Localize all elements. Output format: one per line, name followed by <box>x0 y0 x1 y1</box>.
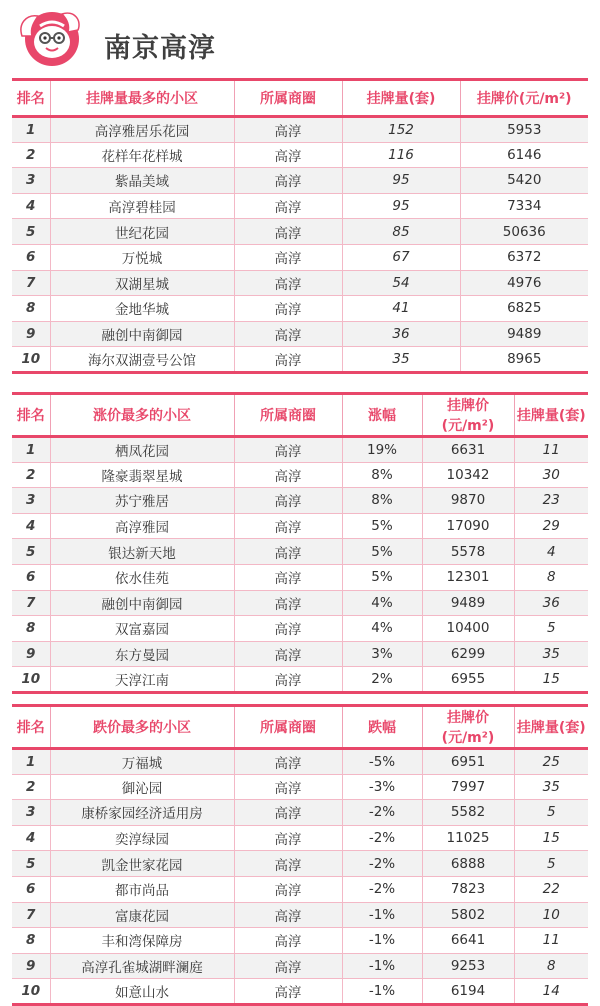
rank-cell: 2 <box>12 142 50 168</box>
community-cell: 苏宁雅居 <box>50 488 234 514</box>
change-cell: 8% <box>342 462 422 488</box>
listings-cell: 5 <box>514 800 588 826</box>
table-row <box>12 539 588 565</box>
change-cell: 8% <box>342 488 422 514</box>
community-cell: 融创中南御园 <box>50 590 234 616</box>
community-cell: 金地华城 <box>50 296 234 322</box>
price-increase-table <box>12 392 588 694</box>
community-cell: 万福城 <box>50 749 234 775</box>
page-title: 南京高淳 <box>104 33 216 64</box>
rank-cell: 10 <box>12 979 50 1005</box>
change-cell: -2% <box>342 800 422 826</box>
price-cell: 10400 <box>422 616 514 642</box>
rank-cell: 6 <box>12 244 50 270</box>
change-cell: -3% <box>342 774 422 800</box>
price-cell: 6641 <box>422 928 514 954</box>
district-cell: 高淳 <box>234 219 342 245</box>
rank-cell: 3 <box>12 168 50 194</box>
column-header: 挂牌量(套) <box>514 394 588 437</box>
community-cell: 双富嘉园 <box>50 616 234 642</box>
listings-cell: 30 <box>514 462 588 488</box>
listings-cell: 54 <box>342 270 460 296</box>
table-row <box>12 462 588 488</box>
district-cell: 高淳 <box>234 462 342 488</box>
price-cell: 12301 <box>422 564 514 590</box>
page-header <box>0 0 600 76</box>
community-cell: 高淳碧桂园 <box>50 193 234 219</box>
table-row <box>12 979 588 1005</box>
listings-cell: 11 <box>514 437 588 463</box>
listings-cell: 152 <box>342 117 460 143</box>
price-cell: 6372 <box>460 244 588 270</box>
community-cell: 世纪花园 <box>50 219 234 245</box>
table-row <box>12 564 588 590</box>
community-cell: 花样年花样城 <box>50 142 234 168</box>
listings-cell: 11 <box>514 928 588 954</box>
listings-cell: 15 <box>514 667 588 693</box>
price-cell: 9253 <box>422 953 514 979</box>
listings-cell: 85 <box>342 219 460 245</box>
listings-cell: 5 <box>514 616 588 642</box>
community-cell: 如意山水 <box>50 979 234 1005</box>
price-cell: 6299 <box>422 641 514 667</box>
community-cell: 高淳雅居乐花园 <box>50 117 234 143</box>
district-cell: 高淳 <box>234 774 342 800</box>
rank-cell: 10 <box>12 667 50 693</box>
price-drop-section <box>12 704 588 1006</box>
table-row <box>12 749 588 775</box>
district-cell: 高淳 <box>234 953 342 979</box>
listings-cell: 95 <box>342 168 460 194</box>
listings-cell: 22 <box>514 876 588 902</box>
community-cell: 依水佳苑 <box>50 564 234 590</box>
rank-cell: 5 <box>12 219 50 245</box>
table-row <box>12 513 588 539</box>
listings-cell: 15 <box>514 825 588 851</box>
column-header: 所属商圈 <box>234 706 342 749</box>
table-row <box>12 590 588 616</box>
rank-cell: 7 <box>12 902 50 928</box>
listings-cell: 95 <box>342 193 460 219</box>
column-header: 跌幅 <box>342 706 422 749</box>
district-cell: 高淳 <box>234 168 342 194</box>
table-row <box>12 928 588 954</box>
column-header: 所属商圈 <box>234 80 342 117</box>
rank-cell: 3 <box>12 488 50 514</box>
price-cell: 5582 <box>422 800 514 826</box>
listings-cell: 116 <box>342 142 460 168</box>
change-cell: -1% <box>342 902 422 928</box>
table-row <box>12 193 588 219</box>
price-cell: 5578 <box>422 539 514 565</box>
column-header: 跌价最多的小区 <box>50 706 234 749</box>
most-listings-section <box>12 78 588 374</box>
community-cell: 高淳孔雀城湖畔澜庭 <box>50 953 234 979</box>
table-header-row <box>12 80 588 117</box>
rank-cell: 2 <box>12 462 50 488</box>
table-row <box>12 437 588 463</box>
community-cell: 都市尚品 <box>50 876 234 902</box>
rank-cell: 9 <box>12 953 50 979</box>
table-row <box>12 616 588 642</box>
rank-cell: 3 <box>12 800 50 826</box>
price-cell: 4976 <box>460 270 588 296</box>
table-row <box>12 876 588 902</box>
district-cell: 高淳 <box>234 800 342 826</box>
community-cell: 高淳雅园 <box>50 513 234 539</box>
district-cell: 高淳 <box>234 142 342 168</box>
listings-cell: 67 <box>342 244 460 270</box>
change-cell: 5% <box>342 564 422 590</box>
column-header: 排名 <box>12 394 50 437</box>
district-cell: 高淳 <box>234 667 342 693</box>
rank-cell: 7 <box>12 590 50 616</box>
community-cell: 融创中南御园 <box>50 321 234 347</box>
district-cell: 高淳 <box>234 749 342 775</box>
change-cell: 2% <box>342 667 422 693</box>
rank-cell: 4 <box>12 513 50 539</box>
price-cell: 6888 <box>422 851 514 877</box>
table-row <box>12 219 588 245</box>
rank-cell: 8 <box>12 296 50 322</box>
change-cell: -5% <box>342 749 422 775</box>
community-cell: 天淳江南 <box>50 667 234 693</box>
column-header: 挂牌价(元/m²) <box>422 706 514 749</box>
change-cell: 5% <box>342 513 422 539</box>
district-cell: 高淳 <box>234 928 342 954</box>
table-header-row <box>12 394 588 437</box>
district-cell: 高淳 <box>234 902 342 928</box>
rank-cell: 1 <box>12 749 50 775</box>
district-cell: 高淳 <box>234 590 342 616</box>
column-header: 挂牌价(元/m²) <box>422 394 514 437</box>
column-header: 所属商圈 <box>234 394 342 437</box>
community-cell: 双湖星城 <box>50 270 234 296</box>
table-row <box>12 667 588 693</box>
price-cell: 10342 <box>422 462 514 488</box>
district-cell: 高淳 <box>234 564 342 590</box>
price-cell: 6825 <box>460 296 588 322</box>
price-cell: 6194 <box>422 979 514 1005</box>
change-cell: 5% <box>342 539 422 565</box>
listings-cell: 36 <box>342 321 460 347</box>
listings-cell: 29 <box>514 513 588 539</box>
change-cell: -1% <box>342 979 422 1005</box>
rank-cell: 10 <box>12 347 50 373</box>
community-cell: 万悦城 <box>50 244 234 270</box>
community-cell: 奕淳绿园 <box>50 825 234 851</box>
table-row <box>12 800 588 826</box>
rank-cell: 9 <box>12 641 50 667</box>
district-cell: 高淳 <box>234 876 342 902</box>
listings-cell: 35 <box>514 774 588 800</box>
table-row <box>12 641 588 667</box>
price-cell: 50636 <box>460 219 588 245</box>
listings-cell: 36 <box>514 590 588 616</box>
price-cell: 17090 <box>422 513 514 539</box>
column-header: 排名 <box>12 706 50 749</box>
rank-cell: 6 <box>12 876 50 902</box>
community-cell: 康桥家园经济适用房 <box>50 800 234 826</box>
table-row <box>12 321 588 347</box>
price-cell: 11025 <box>422 825 514 851</box>
price-cell: 7997 <box>422 774 514 800</box>
column-header: 挂牌量(套) <box>342 80 460 117</box>
rank-cell: 8 <box>12 928 50 954</box>
district-cell: 高淳 <box>234 616 342 642</box>
listings-cell: 8 <box>514 564 588 590</box>
listings-cell: 4 <box>514 539 588 565</box>
change-cell: -2% <box>342 876 422 902</box>
district-cell: 高淳 <box>234 244 342 270</box>
price-cell: 6955 <box>422 667 514 693</box>
price-cell: 7334 <box>460 193 588 219</box>
table-row <box>12 117 588 143</box>
price-cell: 6631 <box>422 437 514 463</box>
listings-cell: 35 <box>514 641 588 667</box>
table-row <box>12 851 588 877</box>
price-cell: 7823 <box>422 876 514 902</box>
rank-cell: 4 <box>12 193 50 219</box>
change-cell: 4% <box>342 616 422 642</box>
rank-cell: 8 <box>12 616 50 642</box>
rank-cell: 9 <box>12 321 50 347</box>
community-cell: 隆豪翡翠星城 <box>50 462 234 488</box>
table-row <box>12 825 588 851</box>
price-cell: 8965 <box>460 347 588 373</box>
price-cell: 5953 <box>460 117 588 143</box>
district-cell: 高淳 <box>234 979 342 1005</box>
community-cell: 凯金世家花园 <box>50 851 234 877</box>
table-row <box>12 270 588 296</box>
rank-cell: 7 <box>12 270 50 296</box>
community-cell: 丰和湾保障房 <box>50 928 234 954</box>
district-cell: 高淳 <box>234 539 342 565</box>
listings-cell: 8 <box>514 953 588 979</box>
change-cell: -2% <box>342 825 422 851</box>
district-cell: 高淳 <box>234 117 342 143</box>
community-cell: 御沁园 <box>50 774 234 800</box>
change-cell: -2% <box>342 851 422 877</box>
district-cell: 高淳 <box>234 641 342 667</box>
rank-cell: 4 <box>12 825 50 851</box>
district-cell: 高淳 <box>234 825 342 851</box>
district-cell: 高淳 <box>234 193 342 219</box>
rank-cell: 2 <box>12 774 50 800</box>
column-header: 排名 <box>12 80 50 117</box>
change-cell: -1% <box>342 928 422 954</box>
listings-cell: 10 <box>514 902 588 928</box>
column-header: 涨幅 <box>342 394 422 437</box>
district-cell: 高淳 <box>234 296 342 322</box>
change-cell: -1% <box>342 953 422 979</box>
community-cell: 银达新天地 <box>50 539 234 565</box>
listings-cell: 5 <box>514 851 588 877</box>
community-cell: 海尔双湖壹号公馆 <box>50 347 234 373</box>
change-cell: 4% <box>342 590 422 616</box>
rank-cell: 6 <box>12 564 50 590</box>
column-header: 涨价最多的小区 <box>50 394 234 437</box>
district-cell: 高淳 <box>234 488 342 514</box>
listings-cell: 41 <box>342 296 460 322</box>
change-cell: 3% <box>342 641 422 667</box>
table-row <box>12 142 588 168</box>
rank-cell: 5 <box>12 539 50 565</box>
community-cell: 紫晶美域 <box>50 168 234 194</box>
change-cell: 19% <box>342 437 422 463</box>
district-cell: 高淳 <box>234 321 342 347</box>
table-row <box>12 296 588 322</box>
listings-cell: 14 <box>514 979 588 1005</box>
table-row <box>12 244 588 270</box>
community-cell: 富康花园 <box>50 902 234 928</box>
ram-mascot-icon <box>16 6 82 68</box>
district-cell: 高淳 <box>234 851 342 877</box>
listings-cell: 25 <box>514 749 588 775</box>
rank-cell: 5 <box>12 851 50 877</box>
community-cell: 东方曼园 <box>50 641 234 667</box>
price-cell: 9489 <box>422 590 514 616</box>
price-cell: 9489 <box>460 321 588 347</box>
price-cell: 9870 <box>422 488 514 514</box>
table-row <box>12 488 588 514</box>
district-cell: 高淳 <box>234 270 342 296</box>
table-row <box>12 347 588 373</box>
price-increase-section <box>12 392 588 694</box>
price-drop-table <box>12 704 588 1006</box>
column-header: 挂牌价(元/m²) <box>460 80 588 117</box>
table-row <box>12 774 588 800</box>
table-row <box>12 168 588 194</box>
price-cell: 5802 <box>422 902 514 928</box>
listings-cell: 23 <box>514 488 588 514</box>
price-cell: 6146 <box>460 142 588 168</box>
table-row <box>12 902 588 928</box>
most-listings-table <box>12 78 588 374</box>
district-cell: 高淳 <box>234 513 342 539</box>
column-header: 挂牌量(套) <box>514 706 588 749</box>
column-header: 挂牌量最多的小区 <box>50 80 234 117</box>
community-cell: 栖凤花园 <box>50 437 234 463</box>
rank-cell: 1 <box>12 437 50 463</box>
listings-cell: 35 <box>342 347 460 373</box>
price-cell: 5420 <box>460 168 588 194</box>
rank-cell: 1 <box>12 117 50 143</box>
table-header-row <box>12 706 588 749</box>
price-cell: 6951 <box>422 749 514 775</box>
district-cell: 高淳 <box>234 437 342 463</box>
table-row <box>12 953 588 979</box>
district-cell: 高淳 <box>234 347 342 373</box>
